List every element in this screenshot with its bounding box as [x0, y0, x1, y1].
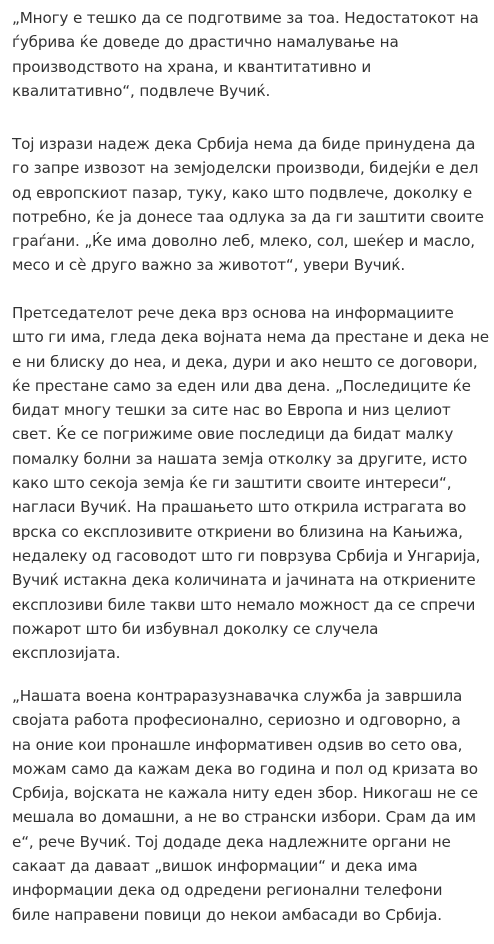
article-paragraph: „Многу е тешко да се подготвиме за тоа. Недостатокот на ѓубрива ќе доведе до драстично намалување на производството на храна, и квантитативно и квалитативно“, подвлече Вучиќ. [12, 9, 479, 100]
article-paragraph: Тој изрази надеж дека Србија нема да биде принудена да го запре извозот на земјоделски производи, бидејќи е дел од европскиот пазар, туку, како што подвлече, доколку е потребно, ќе ја донесе таа одлука за да ги заштити своите граѓани. „Ќе има доволно леб, млеко, сол, шеќер и масло, месо и сè друго важно за животот“, увери Вучиќ. [12, 135, 484, 275]
article-paragraph: Претседателот рече дека врз основа на информациите што ги има, гледа дека војната нема да престане и дека не е ни блиску до неа, и дека, дури и ако нешто се договори, ќе престане само за еден или два дена. „Последиците ќе бидат многу тешки за сите нас во Европа и низ целиот свет. Ќе се погрижиме овие последици да бидат малку помалку болни за нашата земја отколку за другите, исто како што секоја земја ќе ги заштити своите интереси“, нагласи Вучиќ. На прашањето што открила истрагата во врска со експлозивите откриени во близина на Кањижа, недалеку од гасоводот што ги поврзува Србија и Унгарија, Вучиќ истакна дека количината и јачината на откриените експлозиви биле такви што немало можност да се спречи пожарот што би избувнал доколку се случела експлозијата. [12, 304, 489, 663]
article-paragraph: „Нашата воена контраразузнавачка служба ја завршила својата работа професионално, сериозно и одговорно, а на оние кои пронашле информативен одѕив во сето ова, можам само да кажам дека во година и пол од кризата во Србија, војската не кажала ниту еден збор. Никогаш не се мешала во домашни, а не во странски избори. Срам да им е“, рече Вучиќ. Тој додаде дека надлежните органи не сакаат да даваат „вишок информации“ и дека има информации дека од одредени регионални телефони биле направени повици до некои амбасади во Србија. [12, 687, 478, 924]
